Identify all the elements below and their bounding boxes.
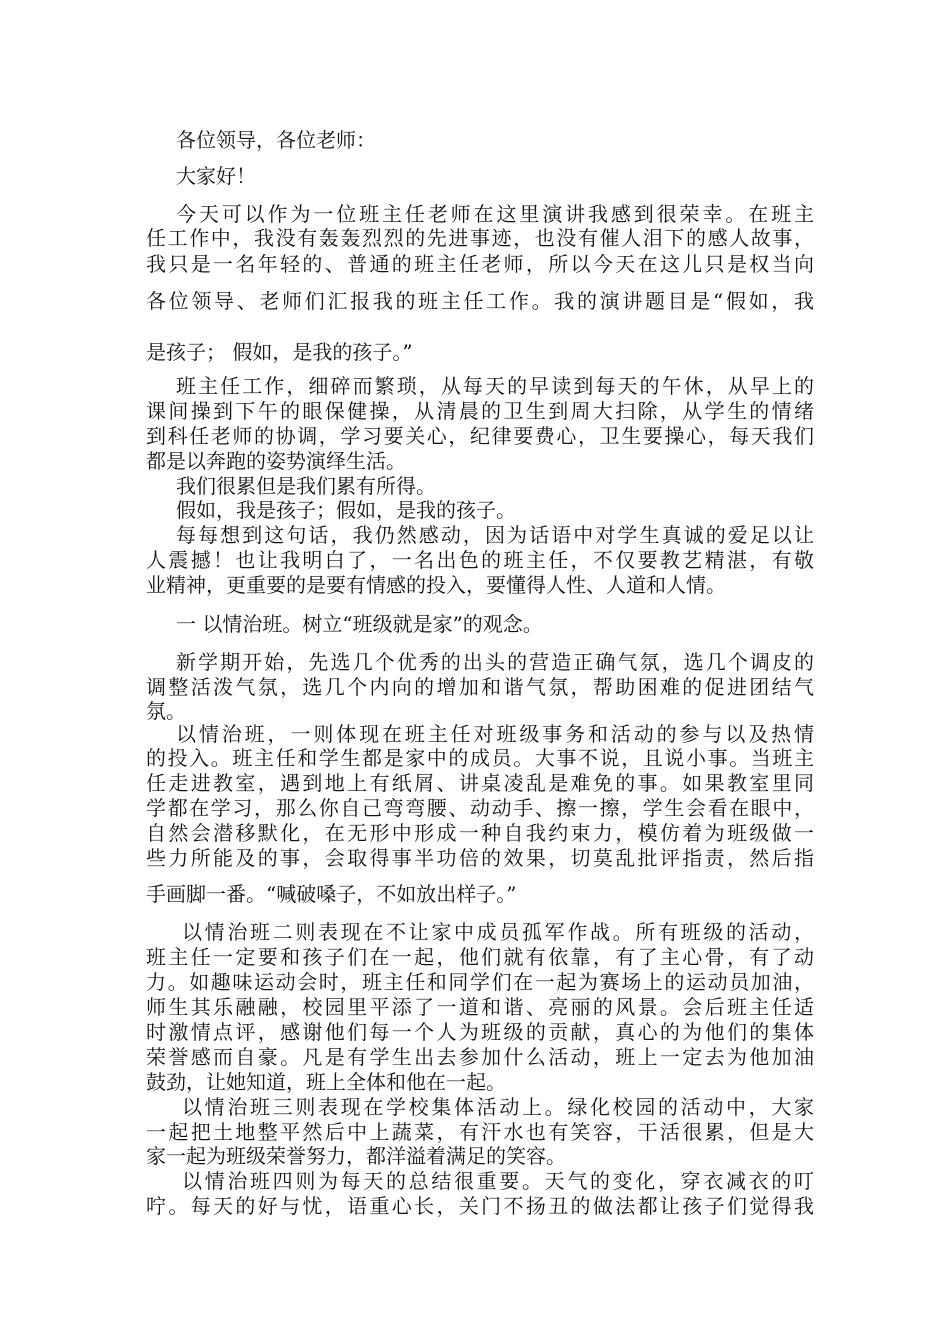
paragraph-line: 咛。每天的好与忧，语重心长，关门不扬丑的做法都让孩子们觉得我 xyxy=(146,1194,814,1218)
paragraph-line: 师生其乐融融，校园里平添了一道和谐、亮丽的风景。会后班主任适 xyxy=(146,995,814,1019)
paragraph-line: 今天可以作为一位班主任老师在这里演讲我感到很荣幸。在班主 xyxy=(176,202,814,226)
paragraph-line: 一起把土地整平然后中上蔬菜，有汗水也有笑容，干活很累，但是大 xyxy=(146,1120,814,1144)
paragraph-line: 假如，我是孩子；假如，是我的孩子。 xyxy=(176,498,516,522)
paragraph-line: 以情治班二则表现在不让家中成员孤军作战。所有班级的活动， xyxy=(182,920,814,944)
paragraph-line: 任走进教室，遇到地上有纸屑、讲桌凌乱是难免的事。如果教室里同 xyxy=(146,771,814,795)
paragraph-line: 我只是一名年轻的、普通的班主任老师，所以今天在这儿只是权当向 xyxy=(146,252,814,276)
paragraph-line: 荣誉感而自豪。凡是有学生出去参加什么活动，班上一定去为他加油 xyxy=(146,1045,814,1069)
paragraph-line: 都是以奔跑的姿势演绎生活。 xyxy=(146,449,406,473)
paragraph-line: 以情治班，一则体现在班主任对班级事务和活动的参与以及热情 xyxy=(176,722,814,746)
salutation: 各位领导，各位老师： xyxy=(176,128,376,152)
paragraph-line: 班主任工作，细碎而繁琐，从每天的早读到每天的午休，从早上的 xyxy=(176,374,814,398)
section-heading: 一 以情治班。树立“班级就是家”的观念。 xyxy=(176,612,543,636)
paragraph-line: 到科任老师的协调，学习要关心，纪律要费心，卫生要操心，每天我们 xyxy=(146,424,814,448)
paragraph-line: 各位领导、老师们汇报我的班主任工作。我的演讲题目是“假如，我 xyxy=(146,289,814,313)
paragraph-line: 是孩子； 假如，是我的孩子。” xyxy=(146,340,413,364)
paragraph-line: 以情治班三则表现在学校集体活动上。绿化校园的活动中，大家 xyxy=(182,1095,814,1119)
paragraph-line: 力。如趣味运动会时，班主任和同学们在一起为赛场上的运动员加油， xyxy=(146,970,814,994)
paragraph-line: 时激情点评，感谢他们每一个人为班级的贡献，真心的为他们的集体 xyxy=(146,1020,814,1044)
greeting: 大家好！ xyxy=(176,164,256,188)
paragraph-line: 新学期开始，先选几个优秀的出头的营造正确气氛，选几个调皮的 xyxy=(176,650,814,674)
paragraph-line: 氛。 xyxy=(146,699,186,723)
paragraph-line: 家一起为班级荣誉努力，都洋溢着满足的笑容。 xyxy=(146,1144,566,1168)
paragraph-line: 我们很累但是我们累有所得。 xyxy=(176,474,436,498)
paragraph-line: 些力所能及的事，会取得事半功倍的效果，切莫乱批评指责，然后指 xyxy=(146,846,814,870)
paragraph-line: 每每想到这句话，我仍然感动，因为话语中对学生真诚的爱足以让 xyxy=(176,523,814,547)
paragraph-line: 的投入。班主任和学生都是家中的成员。大事不说，且说小事。当班主 xyxy=(146,746,814,770)
paragraph-line: 任工作中，我没有轰轰烈烈的先进事迹，也没有催人泪下的感人故事， xyxy=(146,226,814,250)
paragraph-line: 鼓劲，让她知道，班上全体和他在一起。 xyxy=(146,1070,506,1094)
paragraph-line: 手画脚一番。“喊破嗓子，不如放出样子。” xyxy=(146,882,517,906)
paragraph-line: 学都在学习，那么你自己弯弯腰、动动手、擦一擦，学生会看在眼中， xyxy=(146,796,814,820)
paragraph-line: 人震撼！也让我明白了，一名出色的班主任，不仅要教艺精湛，有敬 xyxy=(146,548,814,572)
paragraph-line: 班主任一定要和孩子们在一起，他们就有依靠，有了主心骨，有了动 xyxy=(146,945,814,969)
paragraph-line: 自然会潜移默化，在无形中形成一种自我约束力，模仿着为班级做一 xyxy=(146,821,814,845)
paragraph-line: 业精神，更重要的是要有情感的投入，要懂得人性、人道和人情。 xyxy=(146,573,726,597)
paragraph-line: 以情治班四则为每天的总结很重要。天气的变化，穿衣减衣的叮 xyxy=(182,1169,814,1193)
paragraph-line: 调整活泼气氛，选几个内向的增加和谐气氛，帮助困难的促进团结气 xyxy=(146,675,814,699)
paragraph-line: 课间操到下午的眼保健操，从清晨的卫生到周大扫除，从学生的情绪 xyxy=(146,399,814,423)
